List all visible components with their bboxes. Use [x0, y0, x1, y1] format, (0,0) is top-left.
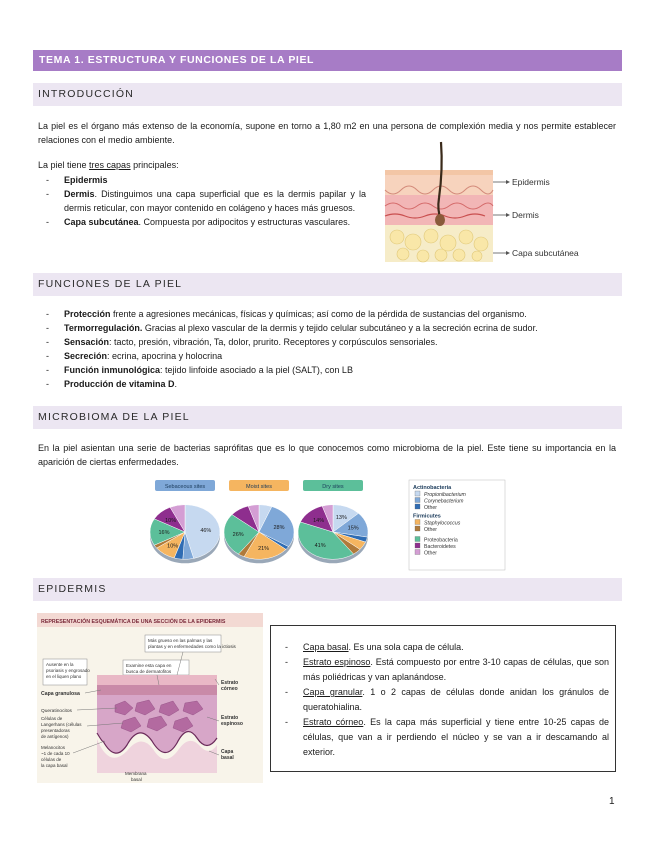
skin-layers-list	[38, 173, 366, 229]
skin-layers-figure	[373, 140, 621, 270]
pie-title: Dry sites	[322, 484, 344, 490]
note-liquen-b: psoriasis y engrosado	[46, 668, 90, 673]
label-melanocitos-c: células de	[41, 757, 62, 762]
list-item	[38, 307, 618, 321]
list-item	[38, 349, 618, 363]
label-estrato-espinoso-b: espinoso	[221, 721, 243, 727]
legend-swatch	[415, 550, 420, 555]
pie-data-label: 46%	[200, 527, 212, 534]
pie-data-label: 13%	[335, 514, 347, 521]
layer-name: Estrato espinoso	[303, 657, 371, 667]
function-name: Termorregulación.	[64, 323, 143, 333]
label-capa-basal-b: basal	[221, 755, 234, 761]
legend-swatch	[415, 537, 420, 542]
list-item	[277, 640, 609, 655]
label-capa-granulosa: Capa granulosa	[41, 691, 80, 697]
legend-group-title: Firmicutes	[413, 513, 441, 520]
pie-data-label: 14%	[313, 518, 325, 525]
layer-text: . Compuesta por adipocitos y estructuras vasculares.	[138, 217, 351, 227]
pie-data-label: 26%	[232, 532, 244, 539]
layer-name: Epidermis	[64, 175, 108, 185]
page-number: 1	[609, 796, 615, 807]
pie-data-label: 15%	[347, 525, 359, 532]
note-exam-b: busca de dermatofitos	[126, 669, 172, 674]
note-liquen-a: Ausente en la	[46, 662, 74, 667]
label-melanocitos-d: la capa basal	[41, 763, 68, 768]
label-queratinocitos: Queratinocitos	[41, 709, 72, 714]
intro-paragraph: La piel es el órgano más extenso de la economía, supone en torno a 1,80 m2 en una persona de complexión media y nos permite establecer relaciones con el medio ambiente.	[38, 121, 616, 145]
pie-data-label: 16%	[158, 530, 170, 536]
pie-data-label: 28%	[273, 524, 285, 531]
intro-layers-lead	[38, 158, 368, 172]
function-text: : tejido linfoide asociado a la piel (SALT), con LB	[160, 365, 353, 375]
function-text: : ecrina, apocrina y holocrina	[107, 351, 223, 361]
section-heading-funciones: FUNCIONES DE LA PIEL	[33, 273, 622, 296]
legend-label: Other	[424, 527, 437, 533]
list-item	[277, 655, 609, 685]
layer-name: Dermis	[64, 189, 95, 199]
function-name: Sensación	[64, 337, 110, 347]
note-liquen-c: en el liquen plano	[46, 674, 82, 679]
function-name: Protección	[64, 309, 111, 319]
pie-data-label: 10%	[167, 543, 179, 550]
epidermis-layers-box	[270, 625, 616, 772]
list-item	[38, 335, 618, 349]
legend-swatch	[415, 543, 420, 548]
epidermis-layers-list	[277, 640, 609, 760]
label-melanocitos-b: ~1 de cada 10	[41, 751, 70, 756]
legend-label: Corynebacterium	[424, 498, 464, 505]
figure-label-subcutanea: Capa subcutánea	[512, 248, 579, 258]
document-title: TEMA 1. ESTRUCTURA Y FUNCIONES DE LA PIEL	[33, 50, 622, 71]
pie-title: Sebaceous sites	[164, 484, 206, 490]
functions-list	[38, 307, 618, 391]
legend-swatch	[415, 526, 420, 531]
label-estrato-corneo-b: córneo	[221, 686, 238, 692]
legend-label: Bacteroidetes	[424, 544, 456, 550]
lead-post: principales:	[130, 160, 179, 170]
legend-group-title: Actinobacteria	[413, 485, 452, 491]
layer-name: Capa subcutánea	[64, 217, 139, 227]
list-item	[38, 173, 366, 187]
function-text: frente a agresiones mecánicas, físicas y químicas; así como de la pérdida de sustancias del organismo.	[110, 309, 527, 319]
label-capa-basal-a: Capa	[221, 749, 234, 755]
layer-text: . Está compuesto por entre 3-10 capas de células, que son más poliédricas y van aplanándose.	[303, 657, 609, 682]
list-item	[277, 715, 609, 760]
section-heading-epidermis: EPIDERMIS	[33, 578, 622, 601]
microbiome-pie-charts	[145, 478, 507, 572]
list-item	[38, 321, 618, 335]
layer-text: . Distinguimos una capa superficial que es la dermis papilar y la dermis reticular, con mayor contenido en colágeno y haces más gruesos.	[64, 189, 366, 213]
figure-title: REPRESENTACIÓN ESQUEMÁTICA DE UNA SECCIÓN DE LA EPIDERMIS	[41, 619, 226, 625]
list-item	[277, 685, 609, 715]
legend-label: Proteobacteria	[424, 537, 458, 544]
legend-swatch	[415, 504, 420, 509]
label-langerhans-b: Langerhans (células	[41, 722, 82, 727]
legend-swatch	[415, 520, 420, 525]
pie-data-label: 10%	[165, 518, 177, 525]
pie-title: Moist sites	[246, 484, 272, 490]
layer-name: Capa basal	[303, 642, 349, 652]
legend-swatch	[415, 498, 420, 503]
function-text: Gracias al plexo vascular de la dermis y tejido celular subcutáneo y a la secreción ecrina de sudor.	[142, 323, 538, 333]
label-membrana-a: Membrana	[125, 771, 147, 776]
layer-text: . Es una sola capa de célula.	[348, 642, 464, 652]
layer-text: . Es la capa más superficial y tiene entre 10-25 capas de células, que van a ir perdiendo el núcleo y se van a ir descamando al exterior.	[303, 717, 610, 757]
label-langerhans-c: presentadoras	[41, 728, 70, 733]
list-item	[38, 187, 366, 215]
figure-label-epidermis: Epidermis	[512, 177, 550, 187]
list-item	[38, 215, 366, 229]
legend-swatch	[415, 491, 420, 496]
lead-pre: La piel tiene	[38, 160, 90, 170]
epidermis-section-figure	[37, 613, 263, 783]
function-text: : tacto, presión, vibración, Ta, dolor, prurito. Receptores y corpúsculos sensoriales.	[109, 337, 438, 347]
label-membrana-b: basal	[131, 777, 142, 782]
label-estrato-corneo-a: Estrato	[221, 680, 239, 686]
function-text: .	[174, 379, 178, 389]
pie-data-label: 41%	[314, 542, 326, 549]
section-heading-introduccion: INTRODUCCIÓN	[33, 83, 622, 106]
layer-name: Estrato córneo	[303, 717, 364, 727]
legend-label: Other	[424, 505, 437, 511]
figure-label-dermis: Dermis	[512, 210, 539, 220]
label-estrato-espinoso-a: Estrato	[221, 715, 239, 721]
legend-label: Other	[424, 550, 437, 557]
lead-link-tres-capas: tres capas	[89, 160, 131, 170]
note-top-a: Más grueso en las palmas y las	[148, 638, 213, 643]
label-langerhans-a: Células de	[41, 716, 63, 721]
list-item	[38, 363, 618, 377]
label-langerhans-d: de antígenos)	[41, 734, 69, 739]
layer-name: Capa granular	[303, 687, 363, 697]
note-exam-a: Examine esta capa en	[126, 663, 172, 668]
function-name: Secreción	[64, 351, 108, 361]
list-item	[38, 377, 618, 391]
layer-text: . 1 o 2 capas de células donde anidan los gránulos de queratohialina.	[303, 687, 610, 712]
section-heading-microbioma: MICROBIOMA DE LA PIEL	[33, 406, 622, 429]
microbioma-paragraph: En la piel asientan una serie de bacterias saprófitas que es lo que conocemos como microbioma de la piel. Este tiene su importancia en la aparición de ciertas enfermedades.	[38, 443, 616, 467]
label-melanocitos-a: Melanocitos	[41, 745, 66, 750]
function-name: Función inmunológica	[64, 365, 160, 375]
pie-data-label: 21%	[258, 545, 270, 552]
legend-label: Propionibacterium	[424, 492, 466, 498]
function-name: Producción de vitamina D	[64, 379, 175, 389]
note-top-b: plantas y en enfermedades como la ictiosis	[148, 644, 236, 649]
legend-label: Staphylococcus	[424, 520, 461, 527]
